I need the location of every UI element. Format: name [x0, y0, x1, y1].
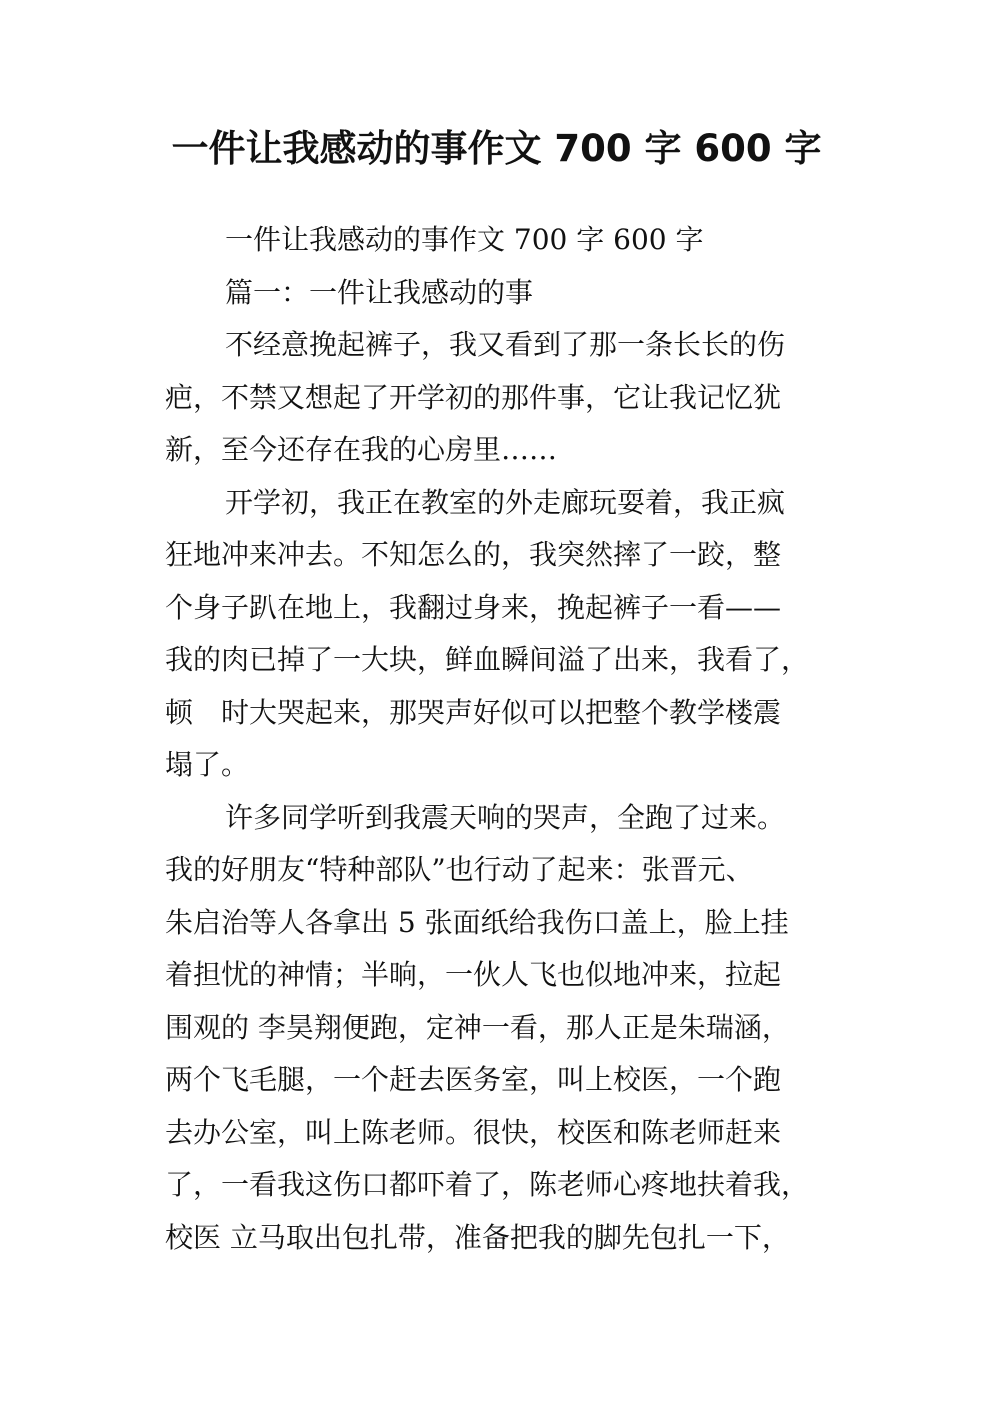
text-line: 着担忧的神情；半晌，一伙人飞也似地冲来，拉起 [165, 958, 782, 991]
text-line: 不经意挽起裤子，我又看到了那一条长长的伤 [225, 328, 786, 361]
text-line: 塌了。 [165, 748, 250, 781]
text-line: 新，至今还存在我的心房里…… [165, 433, 558, 466]
text-line: 狂地冲来冲去。不知怎么的，我突然摔了一跤，整 [165, 538, 782, 571]
text-line: 朱启治等人各拿出 5 张面纸给我伤口盖上，脸上挂 [165, 905, 789, 939]
text-line: 疤，不禁又想起了开学初的那件事，它让我记忆犹 [165, 380, 782, 414]
text-line: 一件让我感动的事作文 700 字 600 字 [225, 223, 704, 256]
text-line: 去办公室，叫上陈老师。很快，校医和陈老师赶来 [165, 1115, 782, 1149]
text-line: 两个飞毛腿，一个赶去医务室，叫上校医，一个跑 [165, 1063, 782, 1096]
text-line: 我的好朋友“特种部队”也行动了起来：张晋元、 [165, 853, 754, 886]
text-line: 顿 时大哭起来，那哭声好似可以把整个教学楼震 [165, 695, 782, 729]
text-line: 开学初，我正在教室的外走廊玩耍着，我正疯 [225, 485, 786, 519]
text-line: 围观的 李昊翔便跑，定神一看，那人正是朱瑞涵， [165, 1010, 790, 1044]
text-line: 篇一：一件让我感动的事 [225, 275, 534, 309]
text-line: 了，一看我这伤口都吓着了，陈老师心疼地扶着我， [165, 1168, 810, 1201]
document-title: 一件让我感动的事作文 700 字 600 字 [171, 127, 822, 170]
text-line: 我的肉已掉了一大块，鲜血瞬间溢了出来，我看了， [165, 643, 810, 676]
text-line: 个身子趴在地上，我翻过身来，挽起裤子一看—— [165, 590, 782, 624]
document-body [165, 214, 833, 1264]
text-line: 校医 立马取出包扎带，准备把我的脚先包扎一下， [165, 1220, 790, 1254]
text-line: 许多同学听到我震天响的哭声，全跑了过来。 [225, 800, 786, 834]
